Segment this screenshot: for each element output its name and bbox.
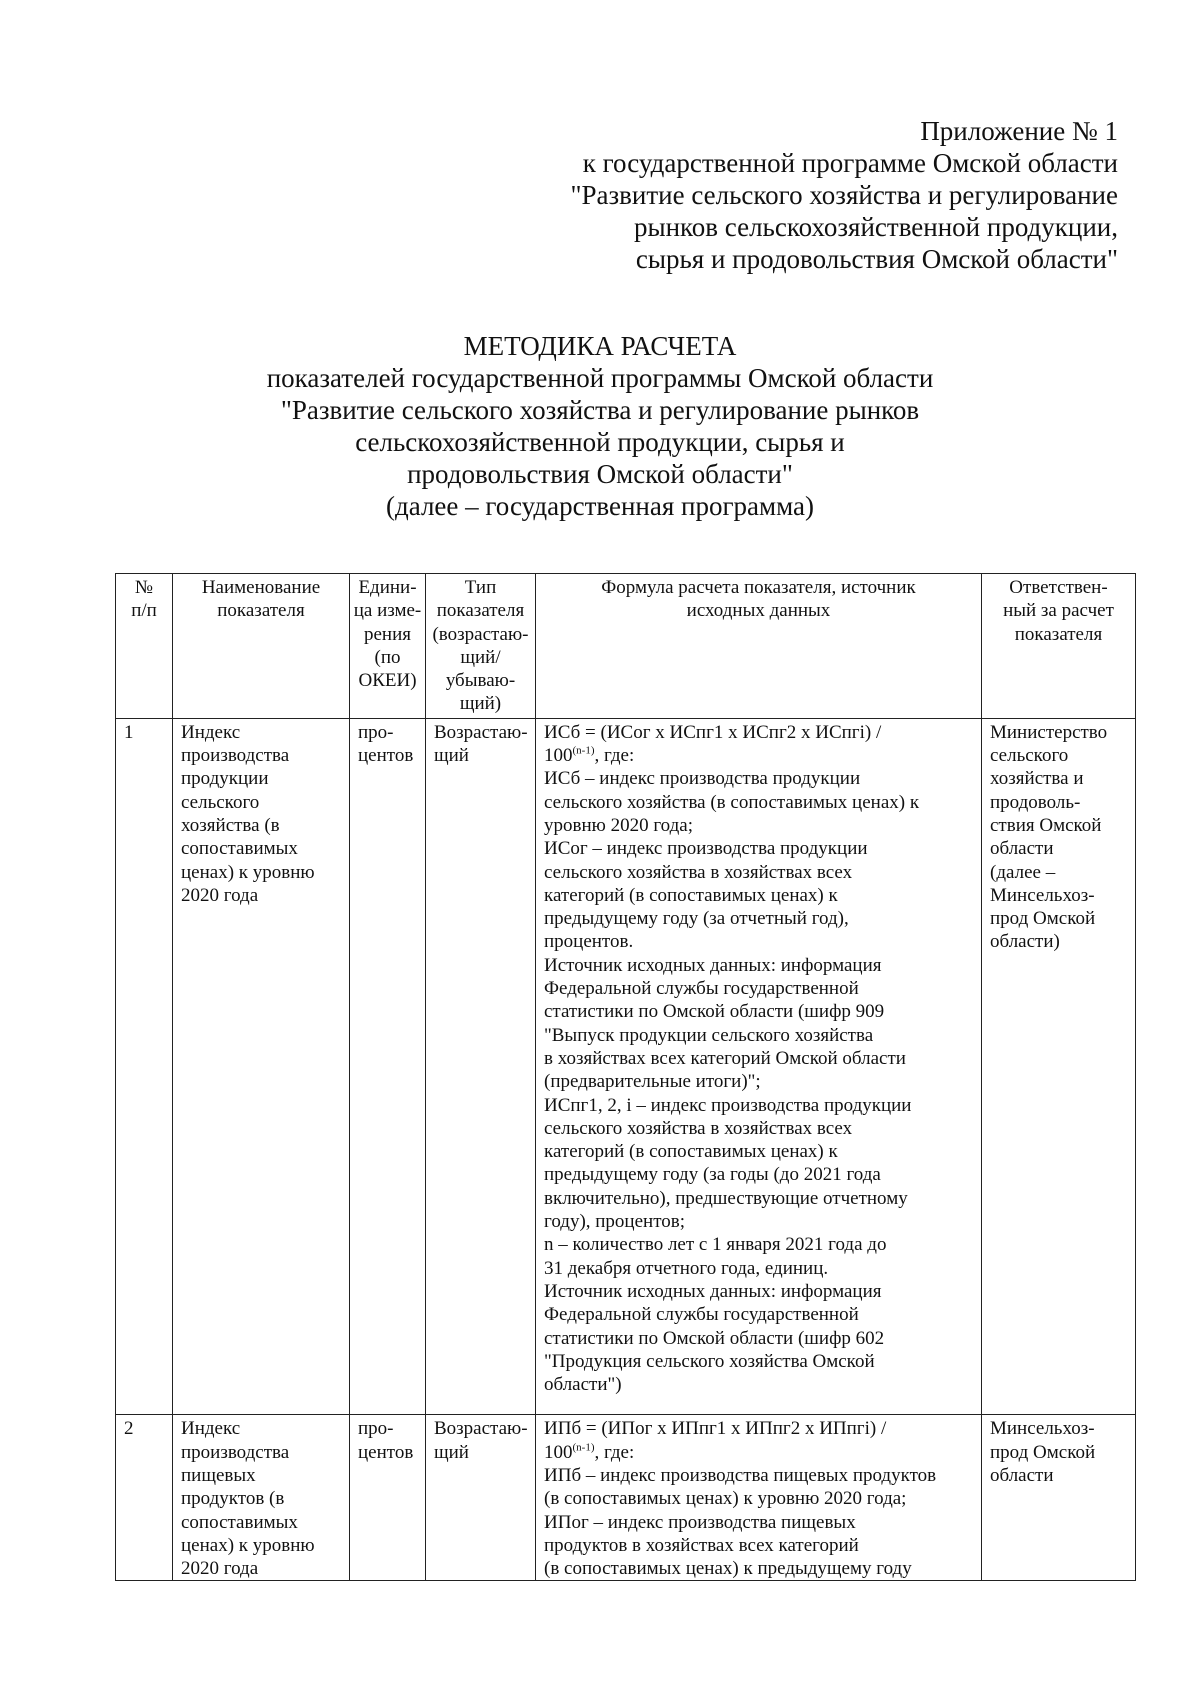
cell-line: 2020 года (181, 1558, 259, 1580)
cell-line: центов (358, 745, 414, 767)
cell-line: статистики по Омской области (шифр 602 (544, 1327, 885, 1349)
cell-line: ИПб – индекс производства пищевых продуктов (544, 1464, 937, 1486)
formula-base: 100 (544, 1441, 573, 1463)
cell-line: Индекс (181, 1418, 241, 1440)
cell-line: щий (434, 1441, 469, 1463)
cell-line: n – количество лет с 1 января 2021 года до (544, 1234, 887, 1256)
header-cell-type (426, 574, 536, 719)
cell-line: "Выпуск продукции сельского хозяйства (544, 1024, 874, 1046)
cell-line: пищевых (181, 1464, 256, 1486)
formula-second-line (544, 744, 975, 767)
title-line: МЕТОДИКА РАСЧЕТА (463, 331, 737, 361)
cell-line: показателя (436, 600, 525, 622)
cell-line: статистики по Омской области (шифр 909 (544, 1001, 885, 1023)
cell-line: показателя (1014, 623, 1103, 645)
cell-line: производства (181, 745, 290, 767)
appendix-line: рынков сельскохозяйственной продукции, (633, 212, 1118, 242)
cell-line: сельского (990, 745, 1069, 767)
cell-line: хозяйства (в (181, 814, 280, 836)
cell-line: Наименование (201, 577, 321, 598)
cell-line: производства (181, 1441, 290, 1463)
cell-line: 2020 года (181, 884, 259, 906)
cell-line: прод Омской (990, 908, 1096, 930)
appendix-line: сырья и продовольствия Омской области" (635, 244, 1118, 274)
formula-first-line: ИПб = (ИПог х ИПпг1 х ИПпг2 х ИПпгi) / (544, 1418, 887, 1440)
cell-line: ценах) к уровню (181, 861, 315, 883)
cell-line: № (134, 577, 154, 598)
cell-line: Министерство (990, 721, 1108, 743)
table-row (116, 718, 1136, 1415)
cell-line: исходных данных (686, 600, 831, 622)
formula-tail: , где: (594, 745, 635, 767)
cell-line: категорий (в сопоставимых ценах) к (544, 1141, 838, 1163)
cell-line: Источник исходных данных: информация (544, 1280, 882, 1302)
cell-line: ИСпг1, 2, i – индекс производства продукции (544, 1094, 912, 1116)
cell-line: Индекс (181, 721, 241, 743)
row-unit (350, 1415, 426, 1581)
cell-line: про- (358, 721, 394, 743)
cell-line: сельского хозяйства в хозяйствах всех (544, 1117, 853, 1139)
cell-line: Федеральной службы государственной (544, 1304, 859, 1326)
row-type (426, 1415, 536, 1581)
cell-line: ный за расчет (1003, 600, 1114, 622)
table-header-row (116, 574, 1136, 719)
cell-line: области (990, 838, 1054, 860)
row-formula (536, 718, 982, 1415)
cell-line: области (990, 1464, 1054, 1486)
row-number: 1 (116, 718, 173, 1415)
cell-line: сопоставимых (181, 838, 298, 860)
cell-line: сельского хозяйства в хозяйствах всех (544, 861, 853, 883)
cell-line: ИСог – индекс производства продукции (544, 838, 868, 860)
formula-second-line (544, 1441, 975, 1464)
cell-line: прод Омской (990, 1441, 1096, 1463)
row-unit (350, 718, 426, 1415)
title-line: показателей государственной программы Омской области (266, 363, 934, 393)
formula-exponent: (n-1) (572, 1441, 595, 1454)
cell-line: (возрастаю- (432, 623, 529, 645)
header-cell-number (116, 574, 173, 719)
cell-line: (по (374, 646, 401, 668)
title-line: "Развитие сельского хозяйства и регулирование рынков (280, 395, 920, 425)
cell-line: центов (358, 1441, 414, 1463)
formula-body (544, 1464, 975, 1580)
title-line: (далее – государственная программа) (386, 491, 814, 521)
header-cell-responsible (982, 574, 1136, 719)
cell-line: сопоставимых (181, 1511, 298, 1533)
cell-line: области") (544, 1374, 622, 1396)
appendix-line: Приложение № 1 (920, 116, 1118, 146)
cell-line: 31 декабря отчетного года, единиц. (544, 1257, 829, 1279)
row-indicator-name (173, 1415, 350, 1581)
appendix-heading (418, 115, 1118, 275)
cell-line: щий (434, 745, 469, 767)
appendix-line: "Развитие сельского хозяйства и регулирование (570, 180, 1118, 210)
formula-exponent: (n-1) (572, 744, 595, 757)
cell-line: Ответствен- (1009, 577, 1108, 598)
cell-line: в хозяйствах всех категорий Омской области (544, 1047, 906, 1069)
row-responsible (982, 718, 1136, 1415)
cell-line: области) (990, 931, 1060, 953)
header-cell-name (173, 574, 350, 719)
cell-line: сельского хозяйства (в сопоставимых ценах) к (544, 791, 920, 813)
cell-line: ца изме- (353, 600, 422, 622)
cell-line: Едини- (358, 577, 417, 598)
cell-line: (предварительные итоги)"; (544, 1071, 761, 1093)
row-formula (536, 1415, 982, 1581)
cell-line: Формула расчета показателя, источник (601, 577, 916, 598)
cell-line: процентов. (544, 931, 634, 953)
cell-line: Минсельхоз- (990, 1418, 1095, 1440)
cell-line: хозяйства и (990, 768, 1084, 790)
header-cell-formula (536, 574, 982, 719)
cell-line: продоволь- (990, 791, 1081, 813)
cell-line: рения (363, 623, 411, 645)
cell-line: продукции (181, 768, 269, 790)
cell-line: ИСб – индекс производства продукции (544, 768, 861, 790)
cell-line: щий/ (460, 646, 501, 668)
cell-line: (далее – (990, 861, 1056, 883)
cell-line: Возрастаю- (434, 721, 528, 743)
table-row (116, 1415, 1136, 1581)
cell-line: (в сопоставимых ценах) к уровню 2020 года; (544, 1488, 907, 1510)
cell-line: (в сопоставимых ценах) к предыдущему году (544, 1558, 912, 1580)
title-line: сельскохозяйственной продукции, сырья и (355, 427, 845, 457)
document-title (150, 330, 1050, 522)
cell-line: предыдущему году (за годы (до 2021 года (544, 1164, 881, 1186)
cell-line: убываю- (445, 670, 516, 692)
cell-line: п/п (131, 600, 157, 622)
formula-body (544, 767, 975, 1396)
cell-line: продуктов (в (181, 1488, 285, 1510)
row-number: 2 (116, 1415, 173, 1581)
cell-line: ОКЕИ) (358, 670, 417, 692)
cell-line: году), процентов; (544, 1211, 686, 1233)
cell-line: щий) (459, 693, 502, 715)
cell-line: Минсельхоз- (990, 884, 1095, 906)
cell-line: предыдущему году (за отчетный год), (544, 908, 849, 930)
cell-line: продуктов в хозяйствах всех категорий (544, 1534, 859, 1556)
row-type (426, 718, 536, 1415)
row-indicator-name (173, 718, 350, 1415)
cell-line: Федеральной службы государственной (544, 978, 859, 1000)
indicators-table (115, 573, 1136, 1581)
title-line: продовольствия Омской области" (407, 459, 793, 489)
cell-line: категорий (в сопоставимых ценах) к (544, 884, 838, 906)
cell-line: Возрастаю- (434, 1418, 528, 1440)
cell-line: включительно), предшествующие отчетному (544, 1187, 908, 1209)
formula-first-line: ИСб = (ИСог х ИСпг1 х ИСпг2 х ИСпгi) / (544, 721, 882, 743)
row-responsible (982, 1415, 1136, 1581)
formula-base: 100 (544, 745, 573, 767)
cell-line: показателя (217, 600, 305, 622)
formula-tail: , где: (594, 1441, 635, 1463)
cell-line: Тип (464, 577, 497, 598)
cell-line: про- (358, 1418, 394, 1440)
header-cell-unit (350, 574, 426, 719)
cell-line: сельского (181, 791, 260, 813)
cell-line: уровню 2020 года; (544, 814, 693, 836)
cell-line: ИПог – индекс производства пищевых (544, 1511, 856, 1533)
cell-line: ствия Омской (990, 814, 1102, 836)
cell-line: "Продукция сельского хозяйства Омской (544, 1350, 875, 1372)
cell-line: Источник исходных данных: информация (544, 954, 882, 976)
appendix-line: к государственной программе Омской области (582, 148, 1118, 178)
cell-line: ценах) к уровню (181, 1534, 315, 1556)
